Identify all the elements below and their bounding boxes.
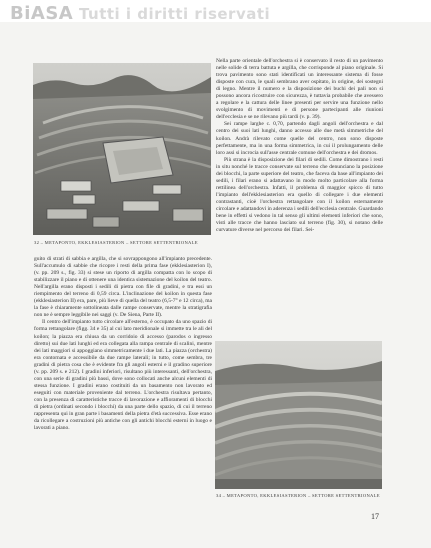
left-text-column [34,256,212,432]
excavation-photo-overview [33,63,211,235]
figure-caption: 34 – METAPONTO, EKKLESIASTERION – SETTORE SETTENTRIONALE [216,493,380,498]
body-paragraph: Più strana è la disposizione dei filari di sedili. Come dimostrano i resti in situ nonché le tracce conservate sul terreno che denunciano la posizione dei blocchi, la parte superiore del teatro, che faceva da base all'impianto dei sedili, i filari erano si adattavano in modo molto particolare alla forma rettilinea dell'orchestra. Infatti, il problema di maggior spicco di tutto l'impianto dell'ekklesiasterion era quello di collegare i due elementi contrastanti, cioè l'orchestra rettangolare con il koilon esternamente circolare e adattandovi in aderenza i sedili dell'ecclesia centrale. Guardando bene in effetti si vedono in tal senso gli ultimi elementi inferiori che sono, visti alle tracce che hanno lasciato sul terreno (fig. 30), si notano delle curvature diverse nel percorso dei filari. Sei- [216,156,383,234]
body-paragraph: Sei rampe larghe c. 0,70, partendo dagli angoli dell'orchestra e dal centro dei suoi lati lunghi, danno accesso alle due metà simmetriche del koilon. Andrà rilevato come quelle del centro, non sono disposte perfettamente, ma in una forma simmetrica, in cui il prolungamento delle loro assi si incrocia sull'asse centrale comune dell'orchestra e dei dromos. [216,121,383,156]
watermark-banner [0,0,431,22]
excavation-photo-overview-image [33,63,211,235]
watermark-rights: Tutti i diritti riservati [78,5,271,23]
watermark-text [10,3,270,24]
right-text-column [216,58,383,234]
body-paragraph: Nella parte orientale dell'orchestra si è conservato il resto di un pavimento nelle solide di terra battuta e argilla, che corrisponde al piano originale. Si trova pavimento sono stati identificati un interessante sistema di fosse disposte con cura, le quali sembrano aver ospitato, in origine, dei sostegni di legno. Mentre il numero e la disposizione dei buchi dei pali non si possono ancora ricostruire con sicurezza, è tuttavia probabile che avessero a regolare e la cattura delle linee presenti per servire una funzione nello svolgimento di movimenti e di persone partecipanti alle riunioni dell'ecclesia e se ne rilevano più tardi (v. p. 39). [216,58,383,121]
page-number: 17 [371,512,379,521]
body-paragraph: Il centro dell'impianto tutto circolare all'esterno, è occupato da uno spazio di forma rettangolare (figg. 34 e 35) al cui lato meridionale si immette tra le ali del koilon; la piazza era chiusa da un corridoio di accesso (parodos o ingresso diretto) sui due lati lunghi ed era collegata alla rampa centrale di scalini, mentre dei lati maggiori si appoggiano simmetricamente i due lati. La piazza (orchestra) era contornata e accessibile da due rampe laterali; in tutto, come sembra, tre gradini di pietra cosa che è evidente fra gli angoli esterni e il gradino superiore (v. pp. 209 s. e 212). I gradini inferiori, risultano più interessanti, dell'orchestra, con una serie di gradini più bassi, dove sono collocati anche alcuni elementi di stessa funzione. I gradini erano costituiti da un basamento non lavorato ed eseguiti con materiale proveniente dal terreno. L'orchestra risultava pertanto, con la presenza di caratteristiche tracce di lavorazione e affioramenti di blocchi di pietra (ordinati secondo i blocchi) da una parte dello spazio, di cui il terreno rappresenta qui in gran parte i basamenti della pietra d'età successiva. Esse erano da ricollegare a costruzioni più antiche con gli antichi blocchi esterni in luogo e lavorati a piano. [34,319,212,432]
figure-caption: 32 – METAPONTO, EKKLESIASTERION – SETTORE SETTENTRIONALE [34,240,198,245]
excavation-photo-northern-sector-image [215,341,382,489]
excavation-photo-northern-sector [215,341,382,489]
watermark-brand: BiASA [10,3,74,24]
body-paragraph: guito di strati di sabbia e argilla, che si sovrappongono all'impianto precedente. Sull'accumulo di sabbie che ricopre i resti della prima fase (ekklesiasterion I), (v. pp. 209 s., fig. 33) si stese un riporto di argilla compatta con lo scopo di stabilizzare il piano e di ottenere una identica sistemazione del koilon del teatro. Nell'argilla erano disposti i sedili di pietra con file di gradini, e tra essi un riempimento del terreno di 0,59 circa. L'inclinazione del koilon in questa fase (ekklesiasterion II) era, pare, più lieve di quella del teatro (6,5-7° e 12 circa), ma la fase è chiaramente sottolineata dalle rampe conservate, mentre la stratigrafia non ne è sempre leggibile nei saggi (v. De Siena, Parte II). [34,256,212,319]
